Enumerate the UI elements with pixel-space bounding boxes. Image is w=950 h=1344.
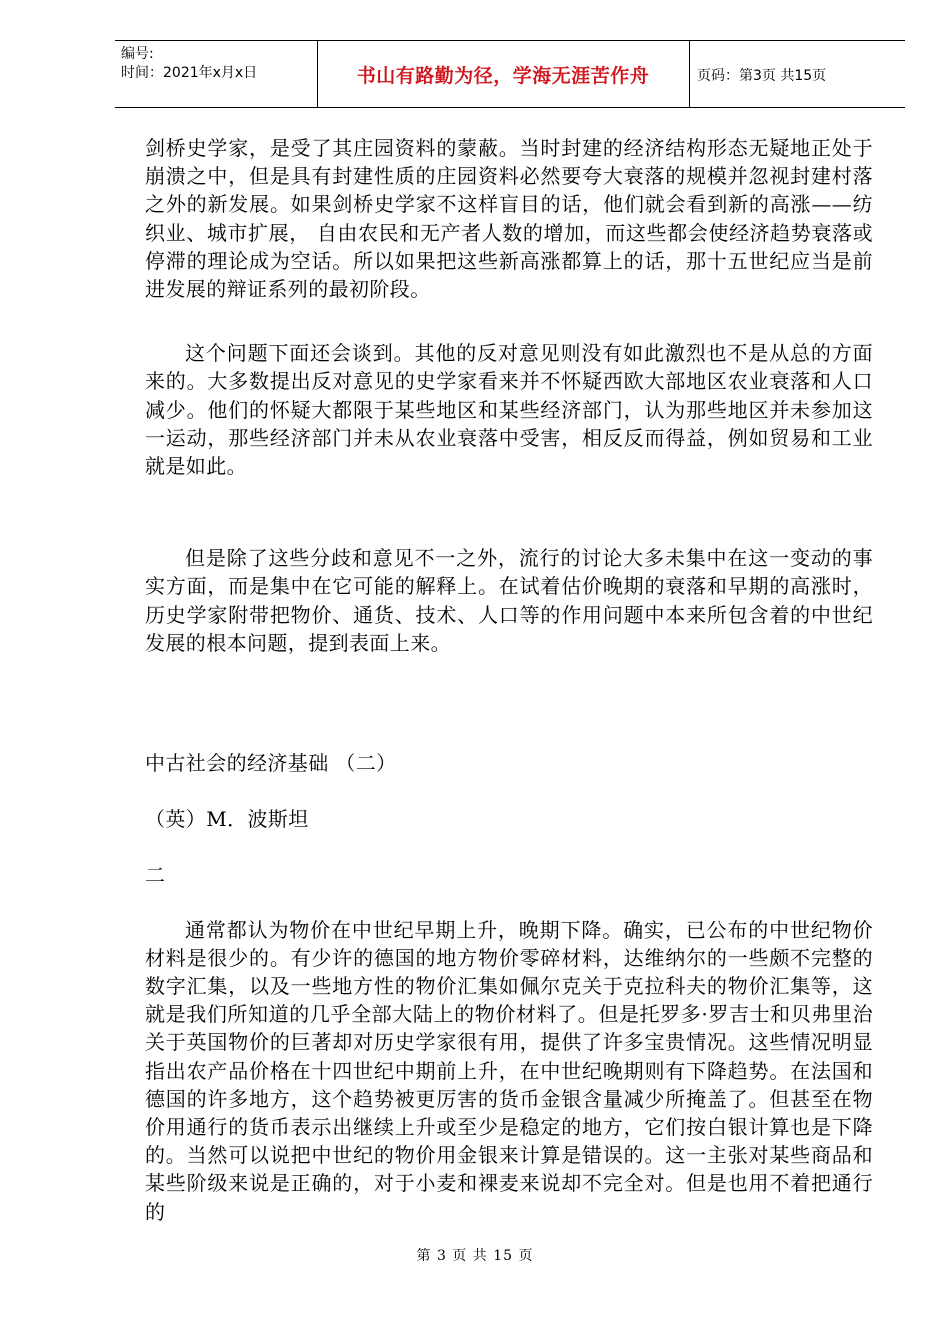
section-number: 二 — [145, 863, 166, 888]
number-label: 编号: — [121, 46, 154, 62]
body-paragraph: 通常都认为物价在中世纪早期上升，晚期下降。确实，已公布的中世纪物价材料是很少的。有少许的德国的地方物价零碎材料，达维纳尔的一些颇不完整的数字汇集，以及一些地方性的物价汇集如佩尔克关于克拉科夫的物价汇集等，这就是我们所知道的几乎全部大陆上的物价材料了。但是托罗多·罗吉士和贝弗里治关于英国物价的巨著却对历史学家很有用，提供了许多宝贵情况。这些情况明显指出农产品价格在十四世纪中期前上升，在中世纪晚期则有下降趋势。在法国和德国的许多地方，这个趋势被更厉害的货币金银含量减少所掩盖了。但甚至在物价用通行的货币表示出继续上升或至少是稳定的地方，它们按白银计算也是下降的。当然可以说把中世纪的物价用金银来计算是错误的。这一主张对某些商品和某些阶级来说是正确的，对于小麦和裸麦来说却不完全对。但是也用不着把通行的 — [145, 917, 873, 1224]
time-label: 时间：2021年x月x日 — [121, 65, 258, 81]
body-paragraph: 但是除了这些分歧和意见不一之外，流行的讨论大多未集中在这一变动的事实方面，而是集中在它可能的解释上。在试着估价晚期的衰落和早期的高涨时，历史学家附带把物价、通货、技术、人口等的作用问题中本来所包含着的中世纪发展的根本问题，提到表面上来。 — [145, 546, 873, 655]
page-header — [115, 40, 905, 108]
author-line: （英）M．波斯坦 — [145, 807, 309, 832]
header-divider — [689, 41, 690, 107]
document-body — [145, 134, 873, 1226]
page-footer: 第 3 页 共 15 页 — [416, 1248, 534, 1264]
header-meta — [121, 45, 317, 83]
body-paragraph: 这个问题下面还会谈到。其他的反对意见则没有如此激烈也不是从总的方面来的。大多数提出反对意见的史学家看来并不怀疑西欧大部地区农业衰落和人口减少。他们的怀疑大都限于某些地区和某些经济部门，认为那些地区并未参加这一运动，那些经济部门并未从农业衰落中受害，相反反而得益，例如贸易和工业就是如此。 — [145, 341, 873, 479]
header-motto: 书山有路勤为径，学海无涯苦作舟 — [356, 65, 650, 87]
body-paragraph: 剑桥史学家，是受了其庄园资料的蒙蔽。当时封建的经济结构形态无疑地正处于崩溃之中，但是具有封建性质的庄园资料必然要夸大衰落的规模并忽视封建村落之外的新发展。如果剑桥史学家不这样盲目的话，他们就会看到新的高涨——纺织业、城市扩展， 自由农民和无产者人数的增加，而这些都会使经济趋势衰落或停滞的理论成为空话。所以如果把这些新高涨都算上的话，那十五世纪应当是前进发展的辩证系列的最初阶段。 — [145, 136, 873, 302]
header-page-info: 页码：第3页 共15页 — [697, 68, 827, 84]
section-title: 中古社会的经济基础 （二） — [145, 751, 397, 776]
